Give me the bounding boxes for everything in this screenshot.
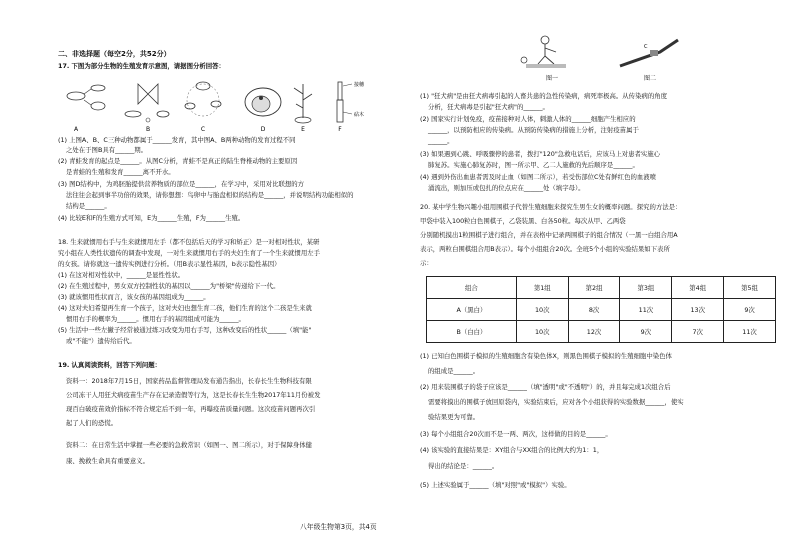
q20-2c: 验结果更为可靠。	[428, 413, 480, 421]
q17-2a: (2) 青蛙发育的起点是______。从图C分析，青蛙不是真正的陆生脊椎动物的主要原因	[58, 157, 298, 165]
q18-1: (1) 在这对相对性状中，______是显性性状。	[58, 271, 185, 279]
q20-stem-1: 20. 某中学生物兴趣小组用围棋子代替生殖细胞来探究生男生女的概率问题。探究的方法是：	[420, 203, 682, 211]
fig-leg-bandage	[620, 40, 678, 66]
fig-label-d: D	[260, 126, 266, 133]
table-cell: A（黑白）	[427, 299, 517, 321]
q20-1a: (1) 已知白色围棋子模拟的生殖细胞含有染色体X，则黑色围棋子模拟的生殖细胞中染色体	[420, 352, 672, 360]
fig-cpr	[521, 36, 566, 68]
q19-4b: 涌流出，则加压或包扎的位点应在______处（填字母）。	[428, 184, 585, 192]
fig-b-butterfly-cycle	[125, 84, 169, 122]
table-header-cell: 第5组	[724, 277, 776, 299]
page-footer: 八年级生物第3页，共4页	[300, 523, 377, 531]
q19-m2-1: 资料二：在日常生活中掌握一些必要的急救常识（如图一、图二所示），对于保障身体健	[66, 441, 313, 449]
table-header-cell: 第1组	[516, 277, 568, 299]
q18-2: (2) 在生殖过程中，男女双方控制性状的基因以______为"桥梁"传递给下一代。	[58, 282, 280, 290]
q19-2a: (2) 国家实行计划免疫，疫苗接种对人体，刺激人体的______细胞产生相应的	[420, 115, 636, 123]
q17-2b: 是青蛙的生殖和发育______离不开水。	[66, 168, 175, 176]
table-cell: 10次	[516, 321, 568, 343]
table-cell: 12次	[568, 321, 620, 343]
q20-2a: (2) 用来装围棋子的袋子应该是______（填"透明"或"不透明"）的，并且每完成1次组合后	[420, 383, 671, 391]
q18-5b: 或"不能"）遗传给后代。	[66, 337, 136, 345]
fig-callout-stock: 砧木	[354, 112, 365, 118]
q20-1b: 的组成是______。	[428, 367, 480, 375]
q18-4b: 惯用右手的概率为______。惯用右手的基因组成可能为______。	[66, 315, 245, 323]
svg-text:C: C	[644, 44, 648, 50]
fig-label-a: A	[73, 126, 79, 133]
q19-4a: (4) 遇到外伤出血患者需及时止血（如图二所示），若受伤部位C处有鲜红色的血液喷	[420, 173, 657, 181]
q18-4a: (4) 这对夫妇希望再生育一个孩子，这对夫妇也想生育二孩，他们生育的这个二孩是生来就	[58, 304, 312, 312]
table-cell: 9次	[620, 321, 672, 343]
q20-4b: 得出的结论是：______。	[428, 462, 499, 470]
table-header-cell: 第2组	[568, 277, 620, 299]
q19-m2-2: 康、挽救生命具有重要意义。	[66, 457, 150, 465]
fig-a-insect-cycle	[67, 85, 105, 110]
q18-stem-1: 18. 生来就惯用右手与生来就惯用左手（都不包括后天的学习和矫正）是一对相对性状，某研	[58, 238, 320, 246]
q20-stem-4: 表示，两粒白围棋组合用B表示）。每个小组组合20次。全班5个小组的实验结果如下表所	[420, 245, 670, 253]
q20-2b: 需要将摸出的围棋子放回原袋内，实验结束后，应对各个小组获得的实验数据______，使实	[428, 398, 684, 406]
q19-1a: (1) "狂犬病"是由狂犬病毒引起的人畜共患的急性传染病，病死率极高。从传染病的角度	[420, 92, 668, 100]
table-row	[427, 321, 776, 343]
fig-caption-1: 图一	[545, 75, 559, 82]
fig-e-plant	[294, 84, 312, 123]
q20-stem-5: 示：	[420, 259, 433, 267]
q17-3a: (3) 图D结构中，为鸡胚胎提供营养物质的部位是______，在学习中，采用对比联想的方	[58, 180, 305, 188]
results-table	[426, 276, 776, 343]
q20-3: (3) 每个小组组合20次而不是一两、两次，这样做的目的是______。	[420, 430, 612, 438]
fig-callout-scion: 接穗	[354, 82, 365, 88]
table-header-cell: 组合	[427, 277, 517, 299]
fig-f-grafting	[337, 82, 352, 122]
q19-1b: 分析，狂犬病毒是引起"狂犬病"的______。	[428, 103, 549, 111]
fig-label-c: C	[200, 126, 206, 133]
table-cell: 8次	[568, 299, 620, 321]
table-cell: 9次	[724, 299, 776, 321]
q17-stem: 17. 下图为部分生物的生殖发育示意图，请据图分析回答：	[58, 62, 225, 70]
table-header-cell: 第4组	[672, 277, 724, 299]
q19-3a: (3) 如果遇到心跳、呼吸骤停的患者，拨打"120"急救电话后，应该马上对患者实施心	[420, 150, 661, 158]
q17-4: (4) 比较E和F的生殖方式可知，E为______生殖，F为______生殖。	[58, 214, 245, 222]
q20-5: (5) 上述实验属于______（填"对照"或"模拟"）实验。	[420, 481, 571, 489]
table-header-row	[427, 277, 776, 299]
q18-3: (3) 就该惯用性状而言，该女孩的基因组成为______。	[58, 293, 210, 301]
table-cell: 13次	[672, 299, 724, 321]
table-header-cell: 第3组	[620, 277, 672, 299]
table-cell: B（白白）	[427, 321, 517, 343]
section-title: 二、非选择题（每空2分，共52分）	[58, 50, 171, 58]
table-cell: 11次	[724, 321, 776, 343]
q19-stem: 19. 认真阅读资料，回答下列问题：	[58, 361, 162, 369]
q17-figure	[58, 74, 388, 134]
q19-2c: ______。	[428, 137, 454, 145]
fig-c-frog-cycle	[185, 82, 221, 116]
q19-m1-3: 现百白破疫苗效价指标不符合规定后不到一年，再曝疫苗质量问题。这次疫苗问题再次引	[66, 405, 316, 413]
table-cell: 7次	[672, 321, 724, 343]
q18-stem-3: 的女孩。请你就这一遗传实例进行分析。（用B表示显性基因，b表示隐性基因）	[58, 260, 281, 268]
fig-label-f: F	[338, 126, 342, 133]
first-aid-figures	[510, 30, 690, 82]
q19-m1-2: 公司冻干人用狂犬病疫苗生产存在记录造假等行为，这是长春长生生物2017年11月份被发	[66, 391, 321, 399]
fig-d-bird-egg	[245, 88, 281, 116]
q17-3b: 法往往会起到事半功倍的效果，请你想想：鸟卵中与胎盘相似的结构是______，并说明结构功能相似的	[66, 191, 354, 199]
q20-stem-2: 甲袋中装入100粒白色围棋子，乙袋装黑、白各50粒。每次从甲、乙两袋	[420, 217, 626, 225]
q20-stem-3: 分别随机摸出1粒围棋子进行组合，并在表格中记录两围棋子的组合情况（一黑一白组合用A	[420, 231, 678, 239]
q18-stem-2: 究小组在人类性状遗传的调查中发现，一对生来就惯用右手的夫妇生育了一个生来就惯用左手	[58, 249, 321, 257]
table-cell: 10次	[516, 299, 568, 321]
q18-5a: (5) 生活中一些左撇子经常被通过练习改变为用右手写，这种改变后的性状______（填"能"	[58, 326, 312, 334]
q19-2b: ______，以预防相应的传染病。从预防传染病的措施上分析，注射疫苗属于	[428, 126, 639, 134]
q19-m1-4: 起了人们的恐慌。	[66, 419, 118, 427]
fig-label-b: B	[145, 126, 151, 133]
q19-m1-1: 资料一：2018年7月15日，国家药品监督管理局发布通告指出，长春长生生物科技有限	[66, 377, 312, 385]
q20-4a: (4) 该实验的直接结果是：XY组合与XX组合的比例大约为1：1，	[420, 446, 604, 454]
table-cell: 11次	[620, 299, 672, 321]
q17-1b: 之处在于图B具有______期。	[66, 146, 148, 154]
fig-label-e: E	[301, 126, 305, 133]
fig-caption-2: 图二	[643, 75, 657, 82]
q19-3b: 肺复苏。实施心肺复苏时，图一所示甲、乙二人施救的先后顺序是______。	[428, 161, 639, 169]
q17-1a: (1) 上图A、B、C三种动物都属于______发育，其中图A、B两种动物的发育过程不同	[58, 136, 296, 144]
q17-3c: 结构是______。	[66, 202, 111, 210]
table-row	[427, 299, 776, 321]
